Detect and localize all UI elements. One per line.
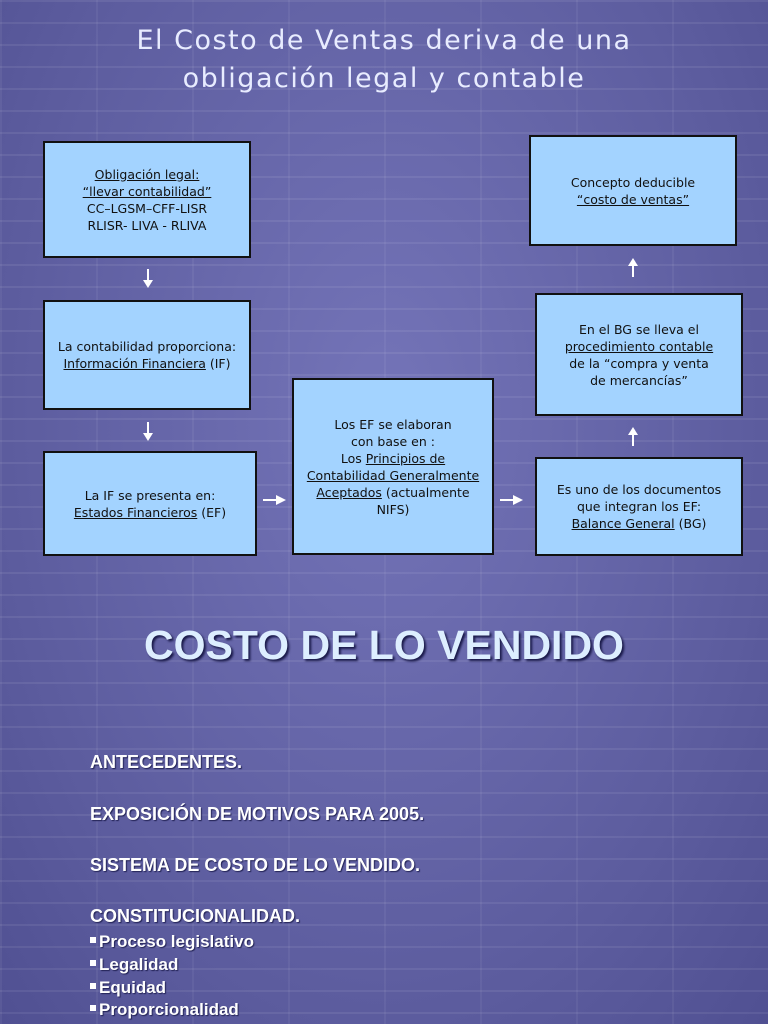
square-bullet-icon (90, 1005, 96, 1011)
list-item-constitucionalidad: CONSTITUCIONALIDAD. (90, 906, 300, 926)
sub-item-proceso (90, 932, 254, 952)
list-item-exposicion: EXPOSICIÓN DE MOTIVOS PARA 2005. (90, 804, 425, 824)
link-principios-line-1: Principios de (365, 450, 446, 466)
link-balance-general: Balance General (571, 516, 675, 531)
box-bg-line-4: de mercancías” (590, 372, 688, 388)
box-bg-line-3: de la “compra y venta (569, 355, 709, 371)
box-documentos-line-3 (572, 515, 707, 532)
link-informacion-financiera: Información Financiera (63, 356, 206, 371)
link-principios-line-3: Aceptados (316, 484, 382, 500)
link-principios-line-2: Contabilidad Generalmente (306, 467, 480, 483)
box-documentos-line-3-rest: (BG) (674, 516, 707, 531)
square-bullet-icon (90, 983, 96, 989)
square-bullet-icon (90, 960, 96, 966)
list-item-antecedentes: ANTECEDENTES. (90, 752, 243, 772)
sub-item-equidad (90, 978, 166, 998)
box-contabilidad-line-2-rest: (IF) (205, 356, 231, 371)
box-obligacion-line-1: Obligación legal: (94, 166, 200, 182)
box-if-line-2 (74, 504, 226, 521)
box-if-line-2-rest: (EF) (197, 504, 227, 520)
sub-item-label: Equidad (99, 978, 167, 997)
list-item-sistema: SISTEMA DE COSTO DE LO VENDIDO. (90, 855, 421, 875)
box-obligacion-legal (43, 141, 251, 258)
box-ef-line-6: NIFS) (376, 501, 410, 517)
box-contabilidad (43, 300, 251, 410)
box-ef-line-3 (341, 450, 445, 467)
box-if-presenta (43, 451, 257, 556)
box-documentos-line-2: que integran los EF: (576, 499, 702, 514)
box-ef-line-1: Los EF se elaboran (334, 416, 452, 432)
box-documentos (535, 457, 743, 556)
box-bg-lleva (535, 293, 743, 416)
link-estados-financieros: Estados Financieros (73, 504, 198, 520)
box-ef-line-2: con base en : (351, 433, 435, 449)
link-costo-de-ventas: “costo de ventas” (576, 191, 690, 207)
box-deducible-line-1: Concepto deducible (570, 174, 696, 190)
arrow-up-icon (626, 256, 640, 278)
box-bg-line-1: En el BG se lleva el (579, 321, 699, 337)
sub-item-label: Proceso legislativo (99, 932, 254, 951)
box-if-line-1: La IF se presenta en: (84, 487, 216, 503)
box-obligacion-line-2: “llevar contabilidad” (82, 183, 212, 199)
box-ef-line-3-pre: Los (340, 450, 366, 466)
arrow-down-icon (141, 421, 155, 443)
box-concepto-deducible (529, 135, 737, 246)
slide-title (0, 22, 768, 98)
arrow-right-icon (499, 493, 525, 507)
link-procedimiento-contable: procedimiento contable (564, 338, 714, 354)
sub-item-label: Proporcionalidad (99, 1000, 239, 1019)
arrow-down-icon (141, 268, 155, 290)
box-ef-line-5 (316, 484, 469, 501)
sub-item-label: Legalidad (99, 955, 179, 974)
slide-title-line-2: obligación legal y contable (182, 63, 586, 94)
sub-item-proporcionalidad (90, 1000, 239, 1020)
sub-item-legalidad (90, 955, 178, 975)
box-ef-elaboran (292, 378, 494, 555)
square-bullet-icon (90, 937, 96, 943)
box-contabilidad-line-2 (63, 355, 230, 372)
slide-title-line-1: El Costo de Ventas deriva de una (136, 25, 632, 56)
arrow-right-icon (262, 493, 288, 507)
box-ef-line-5-rest: (actualmente (381, 484, 470, 500)
box-contabilidad-line-1: La contabilidad proporciona: (57, 339, 237, 354)
box-documentos-line-1: Es uno de los documentos (556, 482, 722, 497)
box-obligacion-line-4: RLISR- LIVA - RLIVA (87, 217, 207, 233)
section-heading: COSTO DE LO VENDIDO (144, 622, 624, 668)
box-obligacion-line-3: CC–LGSM–CFF-LISR (86, 200, 208, 216)
arrow-up-icon (626, 425, 640, 447)
